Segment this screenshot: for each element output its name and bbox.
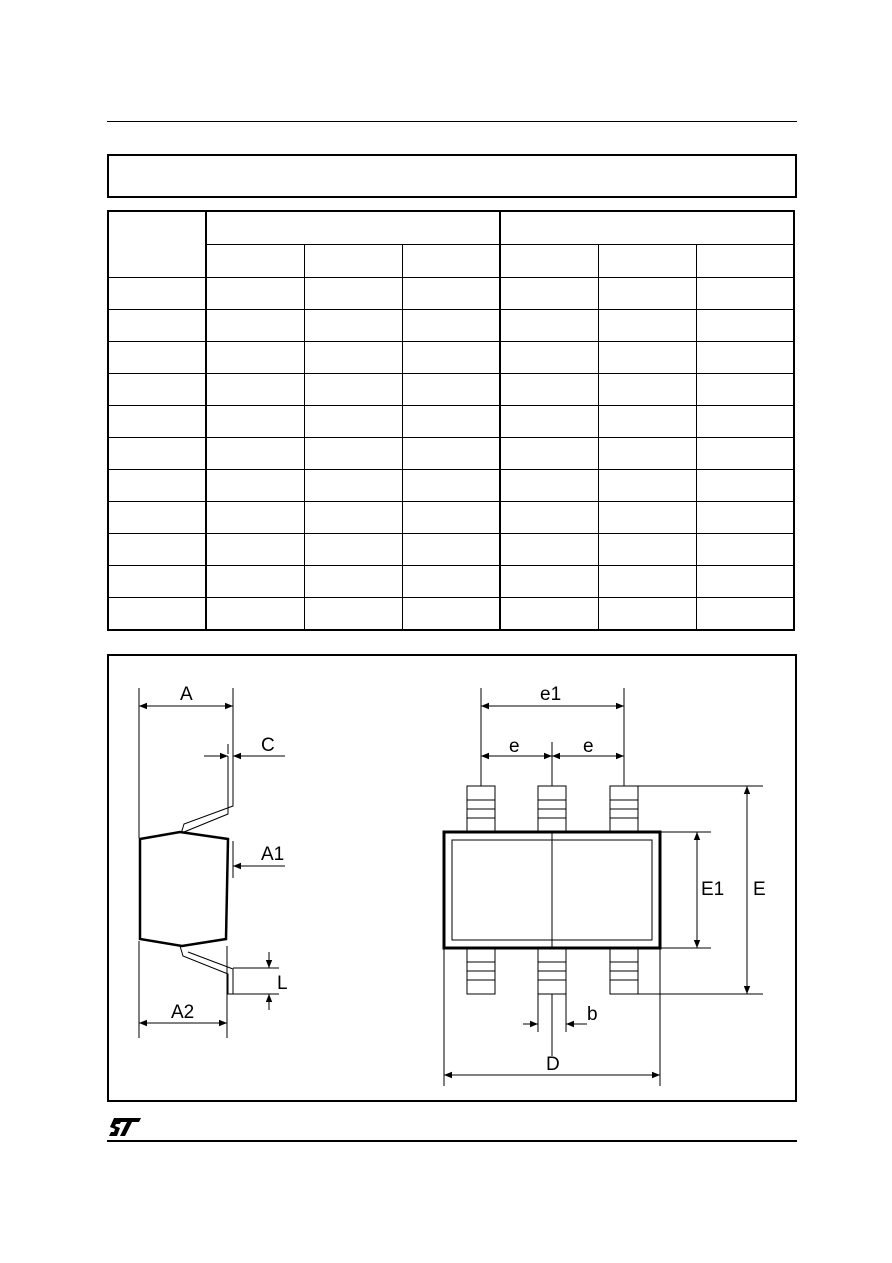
value-cell — [500, 502, 598, 534]
lead-bottom-right — [610, 948, 638, 994]
table-row — [108, 598, 794, 631]
row-label-cell — [108, 438, 206, 470]
value-cell — [598, 566, 696, 598]
value-cell — [206, 310, 304, 342]
table-row — [108, 502, 794, 534]
row-label-cell — [108, 598, 206, 631]
row-label-cell — [108, 374, 206, 406]
label-D: D — [546, 1054, 560, 1075]
label-e-right: e — [583, 736, 594, 757]
value-cell — [402, 438, 500, 470]
value-cell — [304, 342, 402, 374]
value-cell — [402, 598, 500, 631]
value-cell — [304, 566, 402, 598]
table-row — [108, 470, 794, 502]
label-C: C — [261, 735, 275, 756]
lead-top-right — [610, 786, 638, 832]
value-cell — [402, 342, 500, 374]
footer-rule — [107, 1140, 797, 1142]
lead-top-center — [538, 786, 566, 832]
value-cell — [500, 310, 598, 342]
value-cell — [500, 566, 598, 598]
label-A2: A2 — [171, 1002, 195, 1023]
value-cell — [696, 566, 794, 598]
table-row — [108, 438, 794, 470]
value-cell — [500, 406, 598, 438]
subheader-cell — [206, 245, 304, 278]
table-row — [108, 534, 794, 566]
value-cell — [598, 470, 696, 502]
value-cell — [402, 278, 500, 310]
value-cell — [696, 470, 794, 502]
package-drawing — [107, 654, 797, 1102]
value-cell — [598, 502, 696, 534]
label-E: E — [753, 879, 766, 900]
value-cell — [696, 598, 794, 631]
value-cell — [304, 470, 402, 502]
value-cell — [402, 502, 500, 534]
value-cell — [598, 406, 696, 438]
lead-bottom-center — [538, 948, 566, 994]
value-cell — [402, 310, 500, 342]
value-cell — [696, 342, 794, 374]
value-cell — [598, 598, 696, 631]
value-cell — [696, 374, 794, 406]
label-A1: A1 — [261, 844, 285, 865]
row-label-cell — [108, 406, 206, 438]
value-cell — [500, 438, 598, 470]
value-cell — [696, 406, 794, 438]
subheader-cell — [696, 245, 794, 278]
value-cell — [500, 374, 598, 406]
value-cell — [696, 310, 794, 342]
label-e-left: e — [509, 736, 520, 757]
table-header-row — [108, 211, 794, 245]
dimensions-table — [107, 210, 795, 631]
value-cell — [304, 502, 402, 534]
value-cell — [206, 598, 304, 631]
value-cell — [206, 438, 304, 470]
value-cell — [402, 374, 500, 406]
value-cell — [304, 598, 402, 631]
row-label-cell — [108, 278, 206, 310]
row-label-cell — [108, 310, 206, 342]
row-label-cell — [108, 534, 206, 566]
package-drawing-svg — [109, 656, 795, 1100]
st-logo-icon — [108, 1116, 142, 1138]
value-cell — [500, 534, 598, 566]
table-subheader-row — [108, 245, 794, 278]
value-cell — [598, 278, 696, 310]
row-label-cell — [108, 502, 206, 534]
value-cell — [598, 342, 696, 374]
subheader-cell — [402, 245, 500, 278]
label-b: b — [587, 1004, 598, 1025]
value-cell — [500, 278, 598, 310]
table-row — [108, 310, 794, 342]
table-row — [108, 374, 794, 406]
table-row — [108, 278, 794, 310]
value-cell — [598, 374, 696, 406]
row-label-cell — [108, 566, 206, 598]
value-cell — [598, 310, 696, 342]
value-cell — [500, 598, 598, 631]
table-title-box — [107, 154, 797, 198]
header-dimension-cell — [108, 211, 206, 278]
subheader-cell — [500, 245, 598, 278]
row-label-cell — [108, 470, 206, 502]
label-L: L — [277, 973, 288, 994]
value-cell — [304, 406, 402, 438]
label-E1: E1 — [701, 879, 725, 900]
lead-bottom-left — [467, 948, 495, 994]
value-cell — [500, 470, 598, 502]
value-cell — [402, 566, 500, 598]
table-row — [108, 342, 794, 374]
value-cell — [206, 502, 304, 534]
value-cell — [206, 342, 304, 374]
value-cell — [696, 278, 794, 310]
header-rule — [107, 121, 797, 122]
lead-top-left — [467, 786, 495, 832]
value-cell — [696, 502, 794, 534]
value-cell — [402, 534, 500, 566]
value-cell — [206, 470, 304, 502]
table-row — [108, 406, 794, 438]
value-cell — [206, 406, 304, 438]
table-row — [108, 566, 794, 598]
value-cell — [304, 374, 402, 406]
header-group-inch — [500, 211, 794, 245]
value-cell — [304, 278, 402, 310]
value-cell — [304, 534, 402, 566]
value-cell — [598, 534, 696, 566]
table-body — [108, 278, 794, 631]
subheader-cell — [598, 245, 696, 278]
value-cell — [206, 534, 304, 566]
value-cell — [206, 278, 304, 310]
subheader-cell — [304, 245, 402, 278]
value-cell — [206, 566, 304, 598]
header-group-mm — [206, 211, 500, 245]
row-label-cell — [108, 342, 206, 374]
value-cell — [304, 310, 402, 342]
value-cell — [402, 470, 500, 502]
value-cell — [696, 438, 794, 470]
value-cell — [206, 374, 304, 406]
value-cell — [500, 342, 598, 374]
value-cell — [304, 438, 402, 470]
label-A: A — [180, 684, 193, 705]
value-cell — [402, 406, 500, 438]
value-cell — [696, 534, 794, 566]
value-cell — [598, 438, 696, 470]
label-e1: e1 — [540, 684, 562, 705]
